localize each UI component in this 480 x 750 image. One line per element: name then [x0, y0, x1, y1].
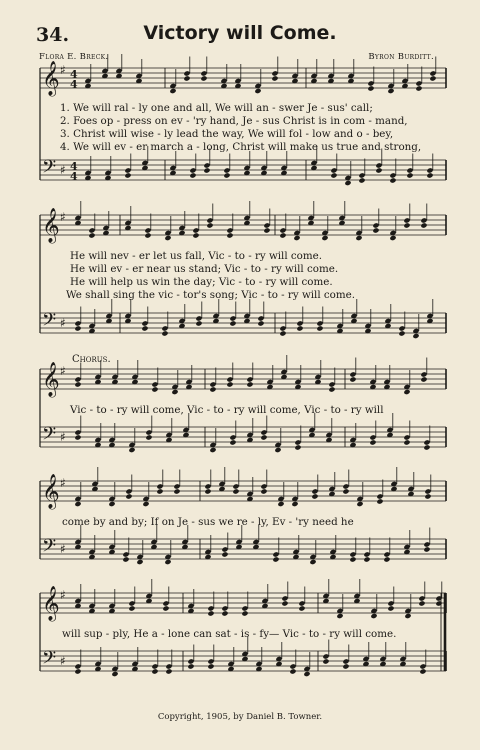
- bass-notehead: [426, 172, 433, 178]
- treble-notehead: [429, 75, 436, 81]
- bass-clef-icon: 𝄢: [42, 536, 57, 561]
- sharp-key-signature-icon: ♯: [60, 588, 66, 602]
- sharp-key-signature-icon: ♯: [60, 542, 66, 556]
- treble-clef-icon: 𝄞: [42, 474, 60, 509]
- treble-notehead: [171, 389, 178, 395]
- composer-credit: Byron Burditt.: [368, 52, 434, 62]
- bass-notehead: [128, 447, 135, 453]
- bass-clef-icon: 𝄢: [42, 157, 57, 182]
- treble-notehead: [403, 222, 410, 228]
- bass-notehead: [165, 668, 172, 674]
- treble-notehead: [271, 75, 278, 81]
- verse-1-line: 1. We will ral - ly one and all, We will an - swer Je - sus' call;: [60, 102, 373, 114]
- treble-clef-icon: 𝄞: [42, 61, 60, 96]
- bass-notehead: [187, 663, 194, 669]
- time-signature-bottom: 4: [70, 78, 78, 91]
- treble-notehead: [246, 381, 253, 387]
- bass-notehead: [141, 325, 148, 331]
- bass-notehead: [358, 177, 365, 183]
- bass-notehead: [203, 167, 210, 173]
- bass-notehead: [195, 320, 202, 326]
- bass-notehead: [74, 325, 81, 331]
- time-signature-bottom: 4: [70, 170, 78, 183]
- treble-notehead: [281, 600, 288, 606]
- sharp-key-signature-icon: ♯: [60, 63, 66, 77]
- treble-notehead: [321, 235, 328, 241]
- treble-notehead: [173, 488, 180, 494]
- treble-notehead: [200, 75, 207, 81]
- bass-notehead: [423, 444, 430, 450]
- bass-notehead: [389, 177, 396, 183]
- treble-clef-icon: 𝄞: [42, 586, 60, 621]
- bass-notehead: [294, 444, 301, 450]
- treble-notehead: [342, 488, 349, 494]
- bass-notehead: [257, 320, 264, 326]
- treble-notehead: [418, 600, 425, 606]
- treble-notehead: [279, 232, 286, 238]
- treble-notehead: [404, 613, 411, 619]
- treble-notehead: [387, 605, 394, 611]
- treble-notehead: [435, 600, 442, 606]
- bass-notehead: [74, 668, 81, 674]
- bass-notehead: [229, 320, 236, 326]
- treble-notehead: [420, 222, 427, 228]
- treble-notehead: [144, 232, 151, 238]
- sharp-key-signature-icon: ♯: [60, 364, 66, 378]
- treble-notehead: [387, 88, 394, 94]
- treble-notehead: [221, 610, 228, 616]
- bass-notehead: [274, 447, 281, 453]
- chorus-line-3: will sup - ply, He a - lone can sat - is - fy— Vic - to - ry will come.: [62, 628, 397, 640]
- treble-notehead: [372, 227, 379, 233]
- sharp-key-signature-icon: ♯: [60, 430, 66, 444]
- treble-notehead: [241, 610, 248, 616]
- bass-notehead: [161, 330, 168, 336]
- treble-notehead: [389, 235, 396, 241]
- bass-notehead: [164, 559, 171, 565]
- bass-notehead: [260, 434, 267, 440]
- treble-notehead: [367, 85, 374, 91]
- bass-notehead: [412, 333, 419, 339]
- bass-clef-icon: 𝄢: [42, 424, 57, 449]
- time-signature-top: 4: [70, 160, 78, 173]
- treble-notehead: [263, 227, 270, 233]
- treble-clef-icon: 𝄞: [42, 208, 60, 243]
- bass-notehead: [316, 325, 323, 331]
- treble-notehead: [74, 381, 81, 387]
- bass-notehead: [423, 546, 430, 552]
- sharp-key-signature-icon: ♯: [60, 163, 66, 177]
- bass-notehead: [309, 559, 316, 565]
- treble-notehead: [226, 381, 233, 387]
- sharp-key-signature-icon: ♯: [60, 210, 66, 224]
- refrain-line-3: He will help us win the day; Vic - to - ry will come.: [70, 276, 333, 288]
- bass-notehead: [303, 671, 310, 677]
- treble-notehead: [209, 386, 216, 392]
- chorus-label: Chorus.: [72, 354, 111, 365]
- chorus-line-1: Vic - to - ry will come, Vic - to - ry will come, Vic - to - ry will: [70, 404, 384, 416]
- treble-notehead: [277, 501, 284, 507]
- treble-notehead: [260, 488, 267, 494]
- treble-notehead: [349, 376, 356, 382]
- treble-notehead: [424, 493, 431, 499]
- verse-4-line: 4. We will ev - er march a - long, Christ will make us true and strong,: [60, 141, 422, 153]
- bass-notehead: [111, 671, 118, 677]
- bass-clef-icon: 𝄢: [42, 310, 57, 335]
- treble-notehead: [370, 613, 377, 619]
- hymn-title: Victory will Come.: [143, 22, 337, 44]
- refrain-line-4: We shall sing the vic - tor's song; Vic - to - ry will come.: [66, 289, 356, 301]
- treble-notehead: [356, 501, 363, 507]
- sharp-key-signature-icon: ♯: [60, 316, 66, 330]
- verse-3-line: 3. Christ will wise - ly lead the way, We will fol - low and o - bey,: [60, 128, 394, 140]
- bass-notehead: [383, 556, 390, 562]
- treble-clef-icon: 𝄞: [42, 362, 60, 397]
- treble-notehead: [298, 605, 305, 611]
- bass-notehead: [279, 330, 286, 336]
- treble-notehead: [74, 501, 81, 507]
- treble-notehead: [420, 376, 427, 382]
- bass-notehead: [289, 668, 296, 674]
- hymn-number: 34.: [36, 24, 70, 46]
- bass-notehead: [122, 556, 129, 562]
- bass-notehead: [342, 663, 349, 669]
- treble-notehead: [415, 85, 422, 91]
- bass-notehead: [209, 447, 216, 453]
- treble-notehead: [108, 501, 115, 507]
- bass-notehead: [229, 439, 236, 445]
- treble-notehead: [164, 235, 171, 241]
- bass-notehead: [221, 551, 228, 557]
- bass-notehead: [349, 556, 356, 562]
- treble-notehead: [183, 75, 190, 81]
- bass-notehead: [145, 434, 152, 440]
- refrain-line-2: He will ev - er near us stand; Vic - to - ry will come.: [70, 263, 339, 275]
- bass-notehead: [375, 167, 382, 173]
- bass-notehead: [363, 556, 370, 562]
- sharp-key-signature-icon: ♯: [60, 654, 66, 668]
- treble-notehead: [291, 501, 298, 507]
- bass-notehead: [322, 658, 329, 664]
- treble-notehead: [293, 235, 300, 241]
- bass-notehead: [330, 172, 337, 178]
- bass-notehead: [74, 434, 81, 440]
- bass-notehead: [296, 325, 303, 331]
- bass-notehead: [369, 439, 376, 445]
- bass-notehead: [151, 668, 158, 674]
- treble-notehead: [254, 88, 261, 94]
- bass-notehead: [189, 172, 196, 178]
- bass-notehead: [124, 172, 131, 178]
- bass-notehead: [419, 668, 426, 674]
- verse-2-line: 2. Foes op - press on ev - 'ry hand, Je - sus Christ is in com - mand,: [60, 115, 408, 127]
- copyright-notice: Copyright, 1905, by Daniel B. Towner.: [157, 712, 323, 722]
- treble-notehead: [156, 488, 163, 494]
- bass-notehead: [398, 330, 405, 336]
- treble-notehead: [207, 610, 214, 616]
- bass-notehead: [406, 172, 413, 178]
- bass-notehead: [136, 559, 143, 565]
- treble-notehead: [169, 88, 176, 94]
- bass-notehead: [344, 180, 351, 186]
- bass-notehead: [223, 172, 230, 178]
- treble-notehead: [204, 488, 211, 494]
- treble-notehead: [206, 222, 213, 228]
- treble-notehead: [232, 488, 239, 494]
- treble-notehead: [336, 613, 343, 619]
- sharp-key-signature-icon: ♯: [60, 476, 66, 490]
- bass-clef-icon: 𝄢: [42, 648, 57, 673]
- treble-notehead: [226, 232, 233, 238]
- treble-notehead: [376, 498, 383, 504]
- treble-notehead: [403, 389, 410, 395]
- treble-notehead: [128, 605, 135, 611]
- treble-notehead: [162, 605, 169, 611]
- treble-notehead: [125, 493, 132, 499]
- treble-notehead: [88, 232, 95, 238]
- bass-notehead: [272, 556, 279, 562]
- bass-notehead: [207, 663, 214, 669]
- treble-notehead: [192, 232, 199, 238]
- treble-notehead: [142, 501, 149, 507]
- chorus-line-2: come by and by; If on Je - sus we re - ly, Ev - 'ry need he: [62, 516, 354, 528]
- refrain-line-1: He will nev - er let us fall, Vic - to - ry will come.: [70, 250, 323, 262]
- treble-notehead: [311, 493, 318, 499]
- time-signature-top: 4: [70, 68, 78, 81]
- treble-notehead: [328, 386, 335, 392]
- lyricist-credit: Flora E. Breck.: [39, 52, 109, 62]
- treble-notehead: [355, 235, 362, 241]
- treble-notehead: [151, 386, 158, 392]
- bass-notehead: [403, 439, 410, 445]
